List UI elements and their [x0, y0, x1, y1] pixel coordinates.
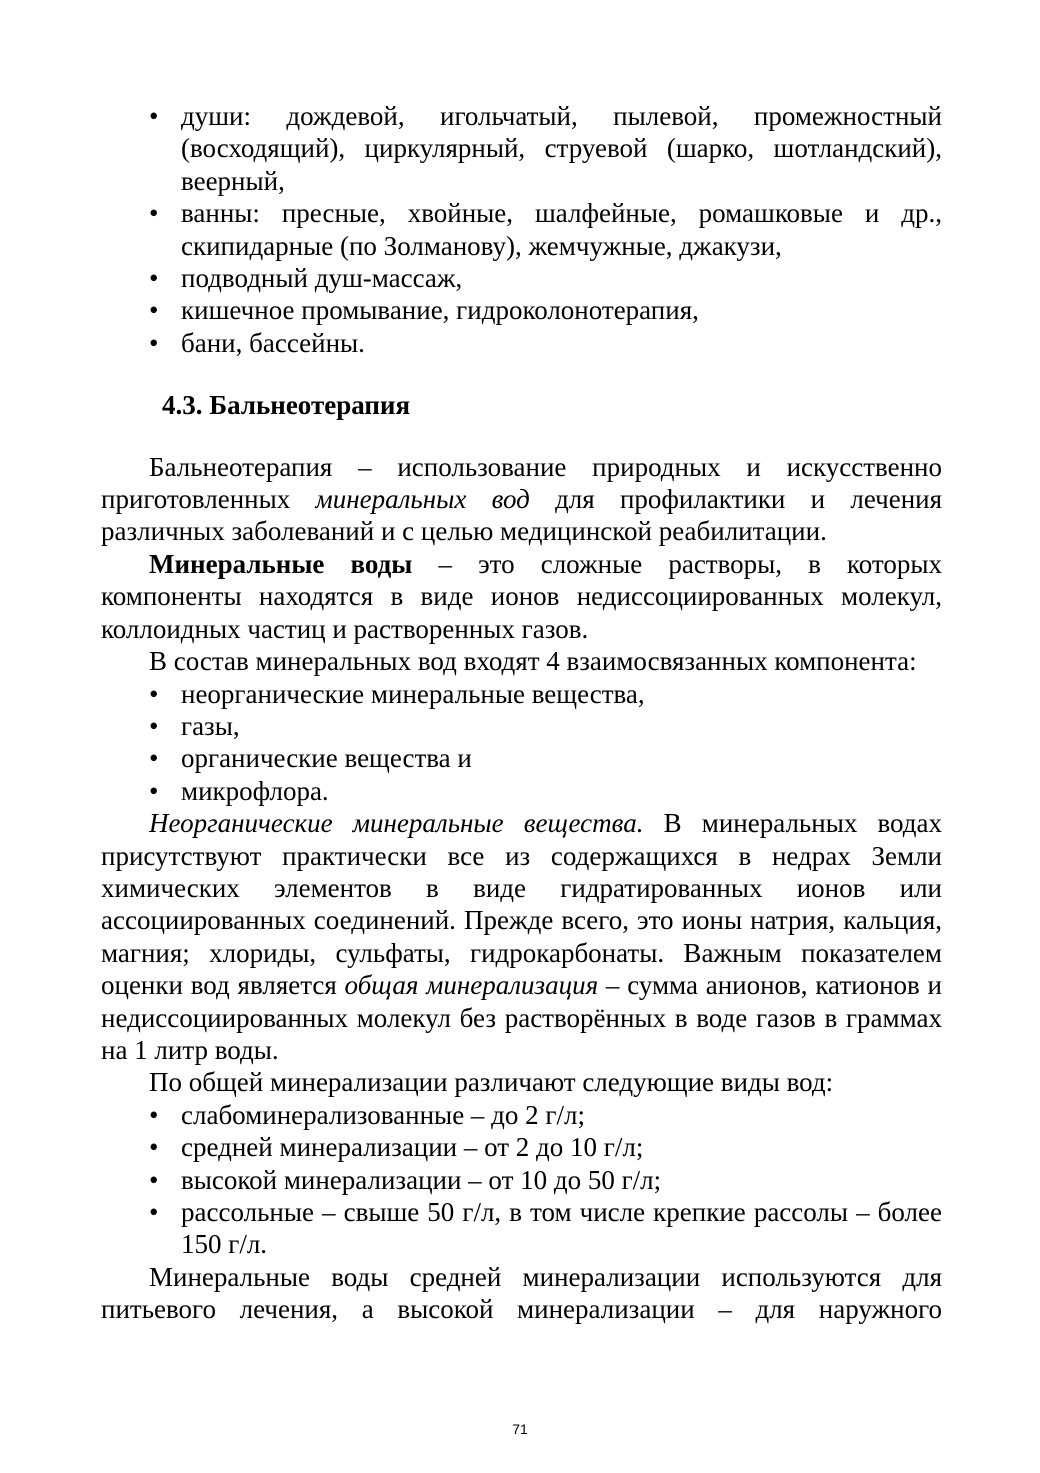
components-list	[101, 678, 942, 808]
bullet-icon: •	[149, 1164, 159, 1195]
list-item: • подводный душ-массаж,	[149, 263, 463, 294]
bullet-icon: •	[149, 1132, 159, 1163]
bullet-icon: •	[149, 101, 159, 131]
bullet-icon: •	[149, 1197, 159, 1227]
list-item: • органические вещества и	[149, 743, 472, 774]
section-heading: 4.3. Бальнеотерапия	[162, 390, 411, 421]
bullet-icon: •	[149, 198, 159, 229]
page-number: 71	[512, 1421, 528, 1437]
bullet-icon: •	[149, 710, 159, 741]
list-item: • кишечное промывание, гидроколонотерапия,	[149, 295, 699, 326]
list-item: • микрофлора.	[149, 775, 329, 806]
mineralization-list	[101, 1099, 942, 1261]
list-item: • средней минерализации – от 2 до 10 г/л;	[149, 1132, 644, 1163]
paragraph-composition: В состав минеральных вод входят 4 взаимосвязанных компонента:	[149, 646, 917, 677]
bullet-icon: •	[149, 743, 159, 774]
paragraph-usage: Минеральные воды средней минерализации используются для питьевого лечения, а высокой минерализации – для наружного	[101, 1261, 942, 1325]
list-item: • газы,	[149, 710, 240, 741]
document-page	[101, 100, 942, 1326]
bullet-icon: •	[149, 775, 159, 806]
list-item: • бани, бассейны.	[149, 327, 365, 358]
paragraph-mineral-waters: Минеральные воды – это сложные растворы, в которых компоненты находятся в виде ионов недиссоциированных молекул, коллоидных частиц и растворенных газов.	[101, 548, 942, 644]
bullet-icon: •	[149, 295, 159, 326]
paragraph-classification: По общей минерализации различают следующие виды вод:	[149, 1067, 834, 1098]
list-item: • неорганические минеральные вещества,	[149, 678, 645, 709]
procedures-list	[101, 100, 942, 359]
list-item: • высокой минерализации – от 10 до 50 г/л;	[149, 1164, 662, 1195]
list-item: • слабоминерализованные – до 2 г/л;	[149, 1099, 585, 1130]
bullet-icon: •	[149, 1099, 159, 1130]
paragraph-inorganic: Неорганические минеральные вещества. В минеральных водах присутствуют практически все из содержащихся в недрах Земли химических элементов в виде гидратированных ионов или ассоциированных соединений. Прежде всего, это ионы натрия, кальция, магния; хлориды, сульфаты, гидрокарбонаты. Важным показателем оценки вод является общая минерализация – сумма анионов, катионов и недиссоциированных молекул без растворённых в воде газов в граммах на 1 литр воды.	[101, 808, 942, 1065]
paragraph-definition: Бальнеотерапия – использование природных и искусственно приготовленных минеральных вод для профилактики и лечения различных заболеваний и с целью медицинской реабилитации.	[101, 451, 943, 547]
bullet-icon: •	[149, 263, 159, 294]
list-item: • души: дождевой, игольчатый, пылевой, промежностный (восходящий), циркулярный, струевой (шарко, шотландский), веерный,	[149, 101, 942, 196]
list-item: • рассольные – свыше 50 г/л, в том числе крепкие рассолы – более 150 г/л.	[149, 1197, 942, 1260]
bullet-icon: •	[149, 327, 159, 358]
list-item: • ванны: пресные, хвойные, шалфейные, ромашковые и др., скипидарные (по Золманову), жемчужные, джакузи,	[149, 198, 942, 261]
bullet-icon: •	[149, 678, 159, 709]
